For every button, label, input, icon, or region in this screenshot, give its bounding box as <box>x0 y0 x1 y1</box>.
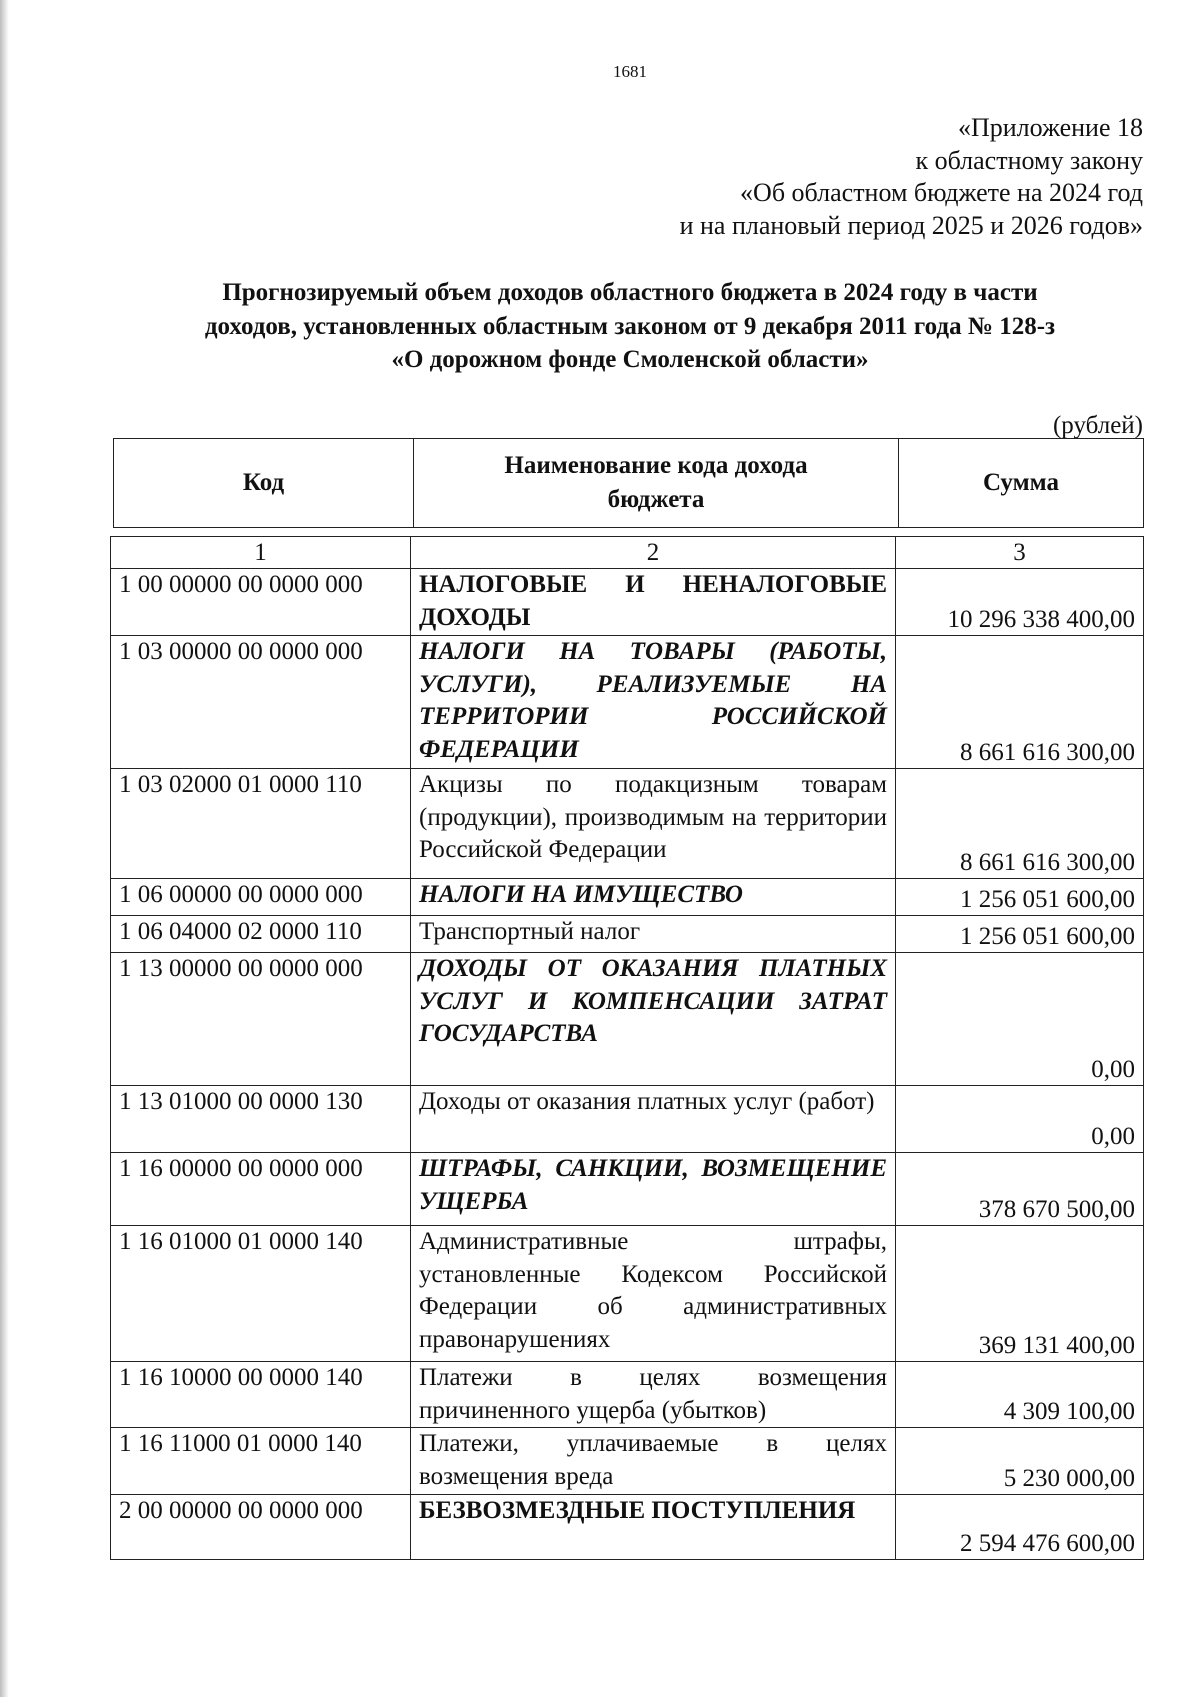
column-number-row <box>111 537 1144 569</box>
row-code: 1 13 00000 00 0000 000 <box>111 953 411 1086</box>
table-row <box>111 916 1144 953</box>
row-name: Платежи в целях возмещения причиненного ущерба (убытков) <box>411 1362 896 1428</box>
row-name: Транспортный налог <box>411 916 896 953</box>
row-sum: 8 661 616 300,00 <box>896 636 1144 769</box>
row-name: Платежи, уплачиваемые в целях возмещения вреда <box>411 1428 896 1495</box>
title-line-1: Прогнозируемый объем доходов областного бюджета в 2024 году в части <box>222 279 1038 306</box>
row-code: 1 03 00000 00 0000 000 <box>111 636 411 769</box>
document-title <box>110 276 1150 377</box>
row-sum: 4 309 100,00 <box>896 1362 1144 1428</box>
appendix-line-2: к областному закону <box>915 145 1143 175</box>
unit-note: (рублей) <box>1052 412 1143 439</box>
row-sum: 5 230 000,00 <box>896 1428 1144 1495</box>
row-name: НАЛОГИ НА ТОВАРЫ (РАБОТЫ, УСЛУГИ), РЕАЛИЗУЕМЫЕ НА ТЕРРИТОРИИ РОССИЙСКОЙ ФЕДЕРАЦИИ <box>411 636 896 769</box>
title-line-3: «О дорожном фонде Смоленской области» <box>391 346 869 373</box>
row-name: ШТРАФЫ, САНКЦИИ, ВОЗМЕЩЕНИЕ УЩЕРБА <box>411 1153 896 1226</box>
table-header <box>113 438 1144 528</box>
row-name: БЕЗВОЗМЕЗДНЫЕ ПОСТУПЛЕНИЯ <box>411 1495 896 1560</box>
appendix-line-3: «Об областном бюджете на 2024 год <box>740 178 1143 207</box>
table-row <box>111 769 1144 879</box>
page-number: 1681 <box>613 62 647 81</box>
row-sum: 1 256 051 600,00 <box>896 879 1144 916</box>
table-row <box>111 879 1144 916</box>
column-number-2: 2 <box>411 537 896 569</box>
header-row <box>114 439 1144 528</box>
table-row <box>111 1153 1144 1226</box>
row-name: НАЛОГОВЫЕ И НЕНАЛОГОВЫЕ ДОХОДЫ <box>411 569 896 636</box>
table-row <box>111 1428 1144 1495</box>
row-sum: 369 131 400,00 <box>896 1226 1144 1362</box>
row-sum: 2 594 476 600,00 <box>896 1495 1144 1560</box>
row-code: 1 16 11000 01 0000 140 <box>111 1428 411 1495</box>
row-sum: 0,00 <box>896 1086 1144 1153</box>
row-name: НАЛОГИ НА ИМУЩЕСТВО <box>411 879 896 916</box>
appendix-line-1: «Приложение 18 <box>957 113 1143 142</box>
header-sum: Сумма <box>899 439 1144 528</box>
row-code: 1 13 01000 00 0000 130 <box>111 1086 411 1153</box>
row-code: 1 06 04000 02 0000 110 <box>111 916 411 953</box>
row-sum: 8 661 616 300,00 <box>896 769 1144 879</box>
row-code: 1 03 02000 01 0000 110 <box>111 769 411 879</box>
row-code: 1 16 01000 01 0000 140 <box>111 1226 411 1362</box>
header-name: Наименование кода дохода бюджета <box>414 439 899 528</box>
row-code: 1 00 00000 00 0000 000 <box>111 569 411 636</box>
scan-edge <box>0 0 9 1697</box>
row-code: 1 16 00000 00 0000 000 <box>111 1153 411 1226</box>
table-row <box>111 636 1144 769</box>
table-row <box>111 1086 1144 1153</box>
appendix-line-4: и на плановый период 2025 и 2026 годов» <box>679 210 1143 240</box>
appendix-reference <box>680 112 1143 242</box>
row-name: Доходы от оказания платных услуг (работ) <box>411 1086 896 1153</box>
table-row <box>111 569 1144 636</box>
row-sum: 10 296 338 400,00 <box>896 569 1144 636</box>
table-row <box>111 953 1144 1086</box>
row-name: Административные штрафы, установленные Кодексом Российской Федерации об административных правонарушениях <box>411 1226 896 1362</box>
row-name: Акцизы по подакцизным товарам (продукции), производимым на территории Российской Федерации <box>411 769 896 879</box>
row-code: 1 06 00000 00 0000 000 <box>111 879 411 916</box>
table-row <box>111 1495 1144 1560</box>
revenue-table <box>110 536 1144 1560</box>
header-code: Код <box>114 439 414 528</box>
row-sum: 378 670 500,00 <box>896 1153 1144 1226</box>
table-row <box>111 1226 1144 1362</box>
row-code: 1 16 10000 00 0000 140 <box>111 1362 411 1428</box>
column-number-3: 3 <box>896 537 1144 569</box>
row-sum: 1 256 051 600,00 <box>896 916 1144 953</box>
table-row <box>111 1362 1144 1428</box>
title-line-2: доходов, установленных областным законом от 9 декабря 2011 года № 128-з <box>204 312 1056 340</box>
row-name: ДОХОДЫ ОТ ОКАЗАНИЯ ПЛАТНЫХ УСЛУГ И КОМПЕНСАЦИИ ЗАТРАТ ГОСУДАРСТВА <box>411 953 896 1086</box>
column-number-1: 1 <box>111 537 411 569</box>
row-sum: 0,00 <box>896 953 1144 1086</box>
row-code: 2 00 00000 00 0000 000 <box>111 1495 411 1560</box>
